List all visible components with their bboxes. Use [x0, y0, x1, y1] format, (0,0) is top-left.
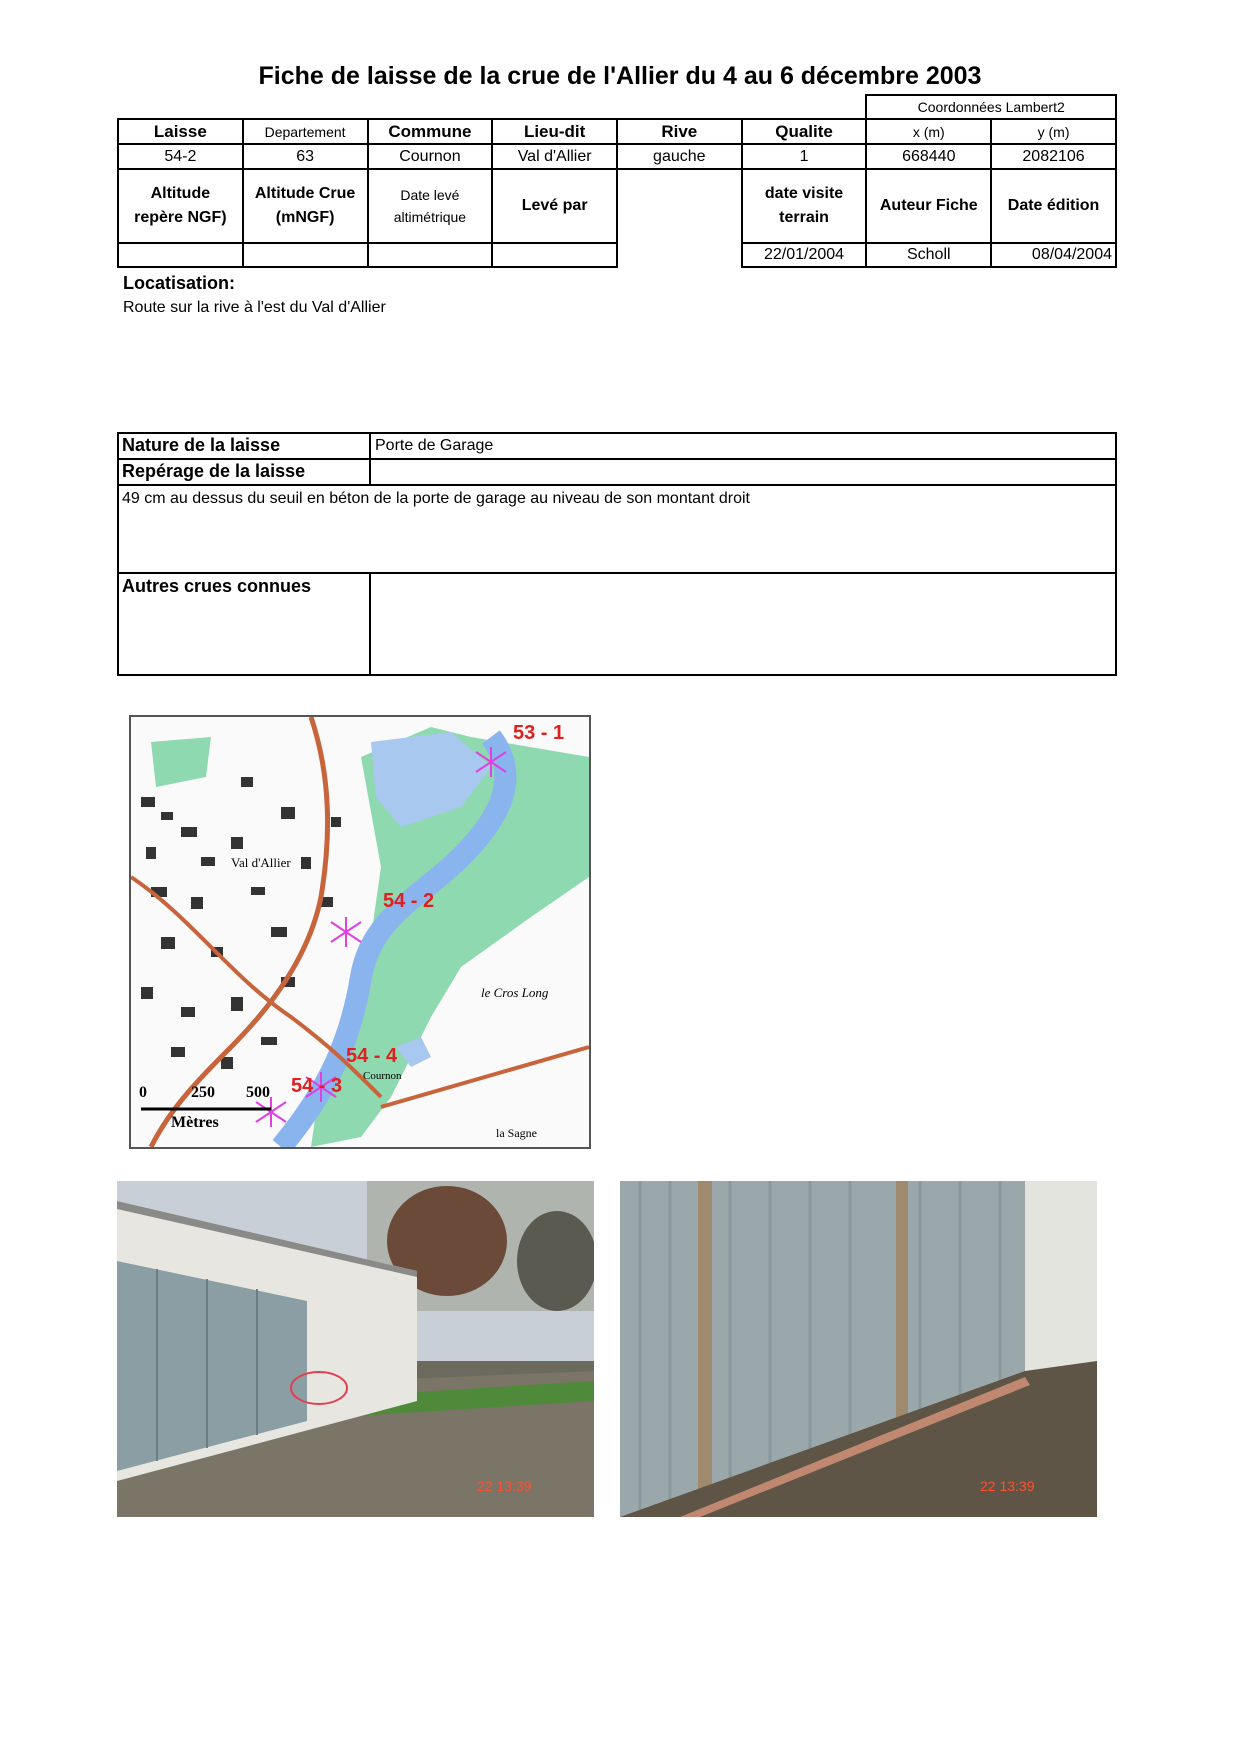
date-leve-line2: altimétrique	[393, 209, 467, 225]
localisation-label: Locatisation:	[123, 273, 236, 293]
map-label-54-3: 54 - 3	[291, 1075, 343, 1097]
header-altitude-crue	[243, 169, 368, 243]
map-label-val-allier: Val d'Allier	[231, 855, 291, 870]
value-rive: gauche	[617, 144, 742, 169]
header-table	[117, 94, 1117, 268]
altitude-repere-line2: repère NGF)	[134, 209, 227, 226]
reperage-label: Repérage de la laisse	[122, 461, 306, 481]
map-svg	[131, 717, 589, 1147]
map-label-54-4: 54 - 4	[346, 1045, 398, 1067]
header-altitude-repere	[118, 169, 243, 243]
photo-left-svg	[117, 1181, 594, 1517]
nature-value: Porte de Garage	[375, 437, 494, 454]
date-visite-line1: date visite	[764, 185, 844, 202]
value-leve-par	[492, 243, 617, 267]
header-qualite: Qualite	[742, 119, 867, 144]
header-date-edition: Date édition	[991, 169, 1116, 243]
description-box	[117, 432, 1117, 676]
scale-label-0: 0	[139, 1084, 147, 1101]
scale-label-500: 500	[246, 1084, 270, 1101]
value-y: 2082106	[991, 144, 1116, 169]
divider	[369, 460, 371, 484]
value-date-visite: 22/01/2004	[742, 243, 867, 267]
value-date-edition: 08/04/2004	[991, 243, 1116, 267]
header-date-visite	[742, 169, 867, 243]
reperage-text: 49 cm au dessus du seuil en béton de la porte de garage au niveau de son montant droit	[122, 490, 750, 507]
map-label-54-2: 54 - 2	[383, 890, 435, 912]
value-lieu-dit: Val d'Allier	[492, 144, 617, 169]
photo-right-svg	[620, 1181, 1097, 1517]
value-departement: 63	[243, 144, 368, 169]
header-lieu-dit: Lieu-dit	[492, 119, 617, 144]
photo-garage-exterior	[117, 1181, 594, 1517]
scale-label-metres: Mètres	[171, 1114, 219, 1131]
header-rive: Rive	[617, 119, 742, 144]
header-commune: Commune	[368, 119, 493, 144]
divider	[369, 434, 371, 458]
nature-label: Nature de la laisse	[122, 435, 281, 455]
date-visite-line2: terrain	[779, 209, 829, 226]
map-label-cros-long: le Cros Long	[481, 985, 549, 1000]
localisation-text: Route sur la rive à l'est du Val d'Allier	[123, 299, 386, 316]
coords-header: Coordonnées Lambert2	[866, 95, 1116, 119]
page-title: Fiche de laisse de la crue de l'Allier du 4 au 6 décembre 2003	[258, 62, 982, 90]
nature-row	[119, 434, 1115, 460]
header-x: x (m)	[866, 119, 991, 144]
autres-crues-row	[119, 574, 1115, 674]
value-qualite: 1	[742, 144, 867, 169]
value-altitude-repere	[118, 243, 243, 267]
altitude-crue-line2: (mNGF)	[275, 209, 335, 226]
map-label-cournon: Cournon	[363, 1070, 402, 1082]
value-altitude-crue	[243, 243, 368, 267]
location-map	[129, 715, 591, 1149]
value-commune: Cournon	[368, 144, 493, 169]
photo-garage-door	[620, 1181, 1097, 1517]
altitude-repere-line1: Altitude	[150, 185, 211, 202]
divider	[369, 574, 371, 674]
reperage-row	[119, 460, 1115, 486]
altitude-crue-line1: Altitude Crue	[254, 185, 356, 202]
map-label-la-sagne: la Sagne	[496, 1126, 537, 1140]
reperage-text-row	[119, 486, 1115, 574]
scale-label-250: 250	[191, 1084, 215, 1101]
map-label-53-1: 53 - 1	[513, 722, 565, 744]
header-y: y (m)	[991, 119, 1116, 144]
value-auteur-fiche: Scholl	[866, 243, 991, 267]
header-auteur-fiche: Auteur Fiche	[866, 169, 991, 243]
autres-crues-label: Autres crues connues	[122, 576, 312, 596]
header-date-leve	[368, 169, 493, 243]
value-laisse: 54-2	[118, 144, 243, 169]
photo-right-timestamp: 22 13:39	[980, 1478, 1035, 1494]
header-laisse: Laisse	[118, 119, 243, 144]
value-date-leve	[368, 243, 493, 267]
empty-spacer	[617, 169, 742, 267]
value-x: 668440	[866, 144, 991, 169]
photo-left-timestamp: 22 13:39	[477, 1478, 532, 1494]
header-leve-par: Levé par	[492, 169, 617, 243]
date-leve-line1: Date levé	[400, 187, 460, 203]
header-departement: Departement	[243, 119, 368, 144]
